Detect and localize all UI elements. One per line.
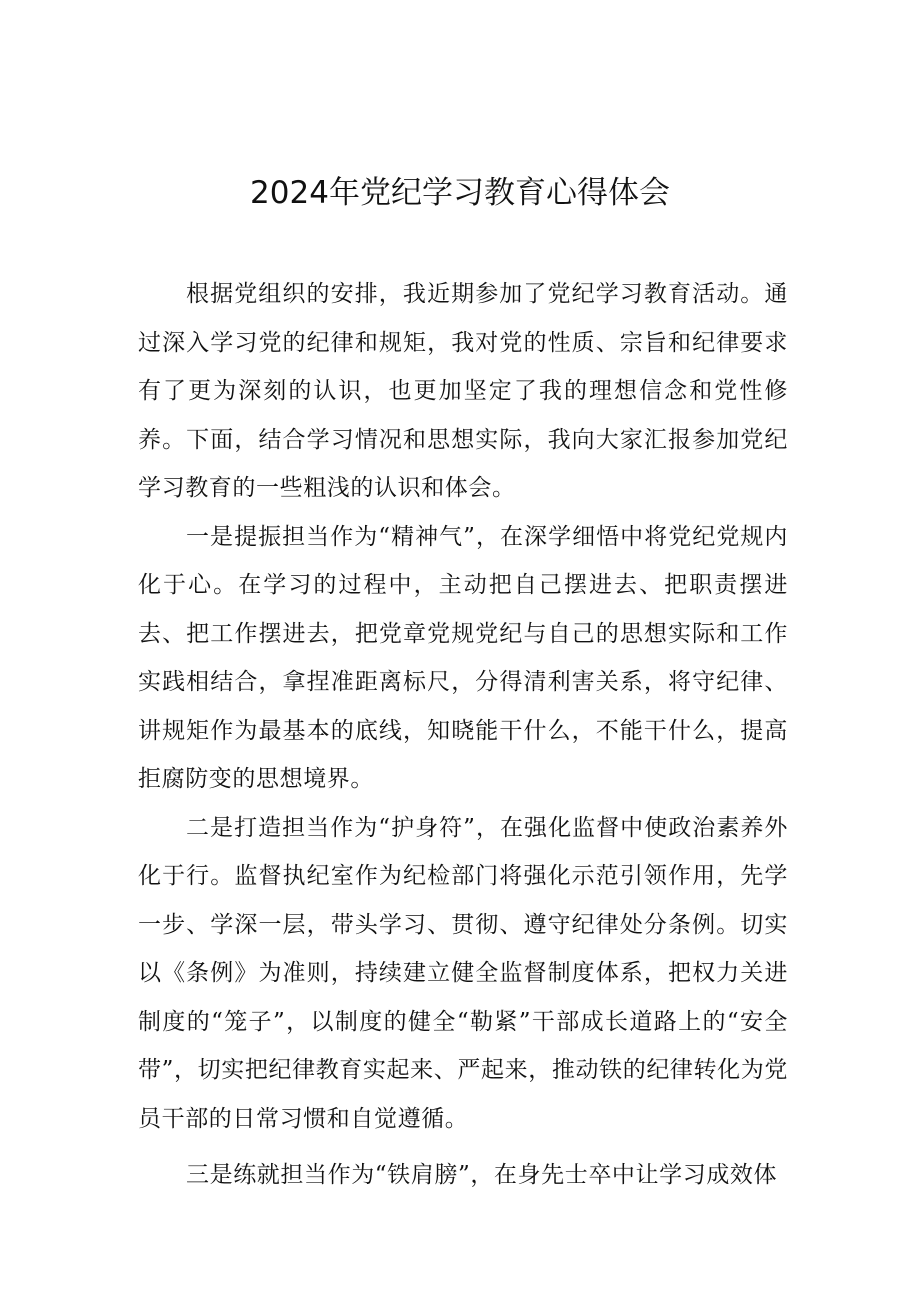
paragraph-point-one: 一是提振担当作为“精神气”，在深学细悟中将党纪党规内化于心。在学习的过程中，主动把自己摆进去、把职责摆进去、把工作摆进去，把党章党规党纪与自己的思想实际和工作实践相结合，拿捏准距离标尺，分得清利害关系，将守纪律、讲规矩作为最基本的底线，知晓能干什么，不能干什么，提高拒腐防变的思想境界。 (138, 523, 788, 792)
document-title: 2024年党纪学习教育心得体会 (250, 175, 670, 211)
paragraph-point-two: 二是打造担当作为“护身符”，在强化监督中使政治素养外化于行。监督执纪室作为纪检部门将强化示范引领作用，先学一步、学深一层，带头学习、贯彻、遵守纪律处分条例。切实以《条例》为准则，持续建立健全监督制度体系，把权力关进制度的“笼子”，以制度的健全“勒紧”干部成长道路上的“安全带”，切实把纪律教育实起来、严起来，推动铁的纪律转化为党员干部的日常习惯和自觉遵循。 (138, 814, 788, 1132)
document-body (138, 270, 788, 1200)
paragraph-intro: 根据党组织的安排，我近期参加了党纪学习教育活动。通过深入学习党的纪律和规矩，我对党的性质、宗旨和纪律要求有了更为深刻的认识，也更加坚定了我的理想信念和党性修养。下面，结合学习情况和思想实际，我向大家汇报参加党纪学习教育的一些粗浅的认识和体会。 (138, 281, 788, 501)
paragraph-point-three: 三是练就担当作为“铁肩膀”，在身先士卒中让学习成效体 (186, 1162, 778, 1188)
